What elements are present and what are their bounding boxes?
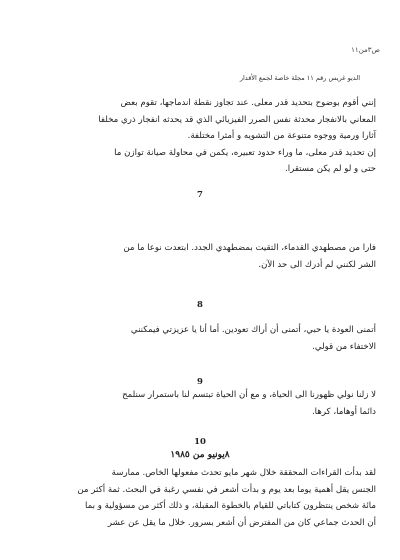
page-number: ص٣من١١ <box>351 46 380 54</box>
section-number-9: 9 <box>197 377 203 387</box>
paragraph-line: لا زلنا نولي ظهورنا الى الحياة، و مع أن الحياة تبتسم لنا باستمرار سنلمح <box>122 390 376 400</box>
paragraph-2 <box>34 240 376 273</box>
running-header: الديو غريس رقم ١١ مجلة خاصة لجمع الأقدار <box>239 74 360 82</box>
paragraph-line: فارا من مصطهدي القدماء، التقيت بمضطهدي الجدد. ابتعدت نوعا ما من <box>123 243 376 253</box>
paragraph-4 <box>34 387 376 420</box>
paragraph-line: دائما أوهاما، كرها. <box>311 406 376 417</box>
paragraph-line: المعاني بالانفجار محدثة نفس الصرر الفيزيائي الذي قد يحدثه انفجار ذري مخلفا <box>98 114 376 125</box>
section-number-7: 7 <box>197 190 203 200</box>
paragraph-5 <box>34 465 376 531</box>
paragraph-line: لقد بدأت القراءات المحققة خلال شهر مايو تحدث مفعولها الخاص. ممارسة <box>111 468 376 478</box>
paragraph-line: أن الحدث جماعي كان من المفترض أن أشعر بسرور. خلال ما يقل عن عشر <box>107 517 376 528</box>
section-number-10: 10 <box>194 437 206 447</box>
paragraph-1 <box>34 95 376 178</box>
paragraph-line: إن تحديد قدر معلى، ما وراء حدود تعبيره، يكمن في محاولة صيانة توازن ما <box>114 147 376 158</box>
paragraph-line: إنني أقوم بوضوح بتحديد قدر معلى. عند تجاوز نقطة اندماجها، تقوم بعض <box>120 98 376 108</box>
paragraph-line: الجنس يقل أهمية يوما بعد يوم و بدأت أشعر في نفسي رغبة في البحث. ثمة أكثر من <box>77 484 376 495</box>
paragraph-line: آثارا ورمية ووجوه متنوعة من التشويه و أمثرا مختلفة. <box>187 131 376 141</box>
paragraph-line: الاختفاء من قولي. <box>312 341 376 352</box>
paragraph-line: أتمنى العودة يا حبي، أتمنى أن أراك تعودين. أما أنا يا عزيزتي فيمكنني <box>130 325 376 335</box>
paragraph-line: حتى و لو لم يكن مستقرا. <box>284 164 376 174</box>
paragraph-line: الشر لكنني لم أدرك الى حد الآن. <box>258 259 376 270</box>
paragraph-3 <box>34 322 376 355</box>
paragraph-line: مائة شخص ينتظرون كتاباتي للقيام بالخطوة المقبلة، و ذلك أكثر من مسؤولية و بما <box>85 501 376 511</box>
section-number-8: 8 <box>197 300 203 310</box>
entry-date: ٨يونيو من ١٩٨٥ <box>170 450 230 460</box>
